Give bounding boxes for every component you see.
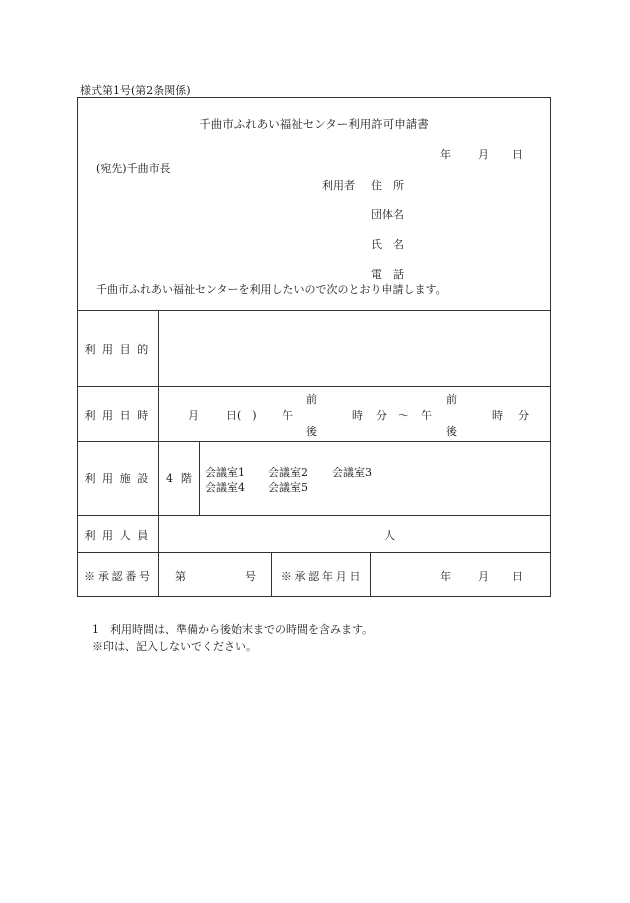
label-column-border [158, 310, 159, 596]
applicant-address-label: 住 所 [371, 179, 404, 192]
applicant-group-label: 団体名 [371, 208, 404, 221]
approval-date-border [370, 552, 371, 596]
start-minute: 分 [376, 409, 387, 422]
facility-floor: 4 階 [165, 472, 195, 485]
divider-facility [78, 515, 550, 516]
form-title: 千曲市ふれあい福祉センター利用許可申請書 [199, 117, 429, 131]
divider-people [78, 552, 550, 553]
time-range-tilde: 〜 [398, 409, 409, 422]
note-2: ※印は、記入しないでください。 [92, 640, 257, 653]
purpose-label: 利用目的 [84, 343, 155, 356]
applicant-label: 利用者 [322, 179, 355, 192]
form-number-label: 様式第1号(第2条関係) [80, 84, 191, 97]
people-label: 利用人員 [84, 529, 155, 542]
datetime-day: 日( ) [226, 409, 257, 422]
room-3: 会議室3 [332, 466, 372, 479]
date-year: 年 [440, 148, 451, 161]
end-gogo: 後 [446, 425, 457, 438]
floor-column-border [199, 441, 200, 515]
divider-header [78, 310, 550, 311]
end-go: 午 [421, 409, 432, 422]
approval-go: 号 [245, 570, 256, 583]
start-hour: 時 [352, 409, 363, 422]
approval-month: 月 [478, 570, 489, 583]
approval-date-label: ※承認年月日 [280, 570, 364, 583]
divider-purpose [78, 386, 550, 387]
approval-dai: 第 [175, 570, 186, 583]
datetime-month: 月 [188, 409, 199, 422]
datetime-label: 利用日時 [84, 409, 155, 422]
date-day: 日 [512, 148, 523, 161]
room-1: 会議室1 [205, 466, 245, 479]
approval-number-border [271, 552, 272, 596]
note-1: 1 利用時間は、準備から後始末までの時間を含みます。 [92, 623, 374, 636]
approval-number-label: ※承認番号 [84, 570, 153, 583]
people-unit: 人 [384, 529, 395, 542]
start-go: 午 [282, 409, 293, 422]
divider-datetime [78, 441, 550, 442]
room-4: 会議室4 [205, 481, 245, 494]
applicant-phone-label: 電 話 [371, 268, 404, 281]
start-gozen: 前 [306, 393, 317, 406]
approval-year: 年 [440, 570, 451, 583]
room-5: 会議室5 [268, 481, 308, 494]
approval-day: 日 [512, 570, 523, 583]
start-gogo: 後 [306, 425, 317, 438]
date-month: 月 [478, 148, 489, 161]
addressee: (宛先)千曲市長 [96, 162, 171, 175]
applicant-name-label: 氏 名 [371, 238, 404, 251]
end-gozen: 前 [446, 393, 457, 406]
end-hour: 時 [492, 409, 503, 422]
room-2: 会議室2 [268, 466, 308, 479]
end-minute: 分 [518, 409, 529, 422]
facility-label: 利用施設 [84, 472, 155, 485]
application-form [77, 97, 551, 597]
request-statement: 千曲市ふれあい福祉センターを利用したいので次のとおり申請します。 [96, 283, 447, 296]
